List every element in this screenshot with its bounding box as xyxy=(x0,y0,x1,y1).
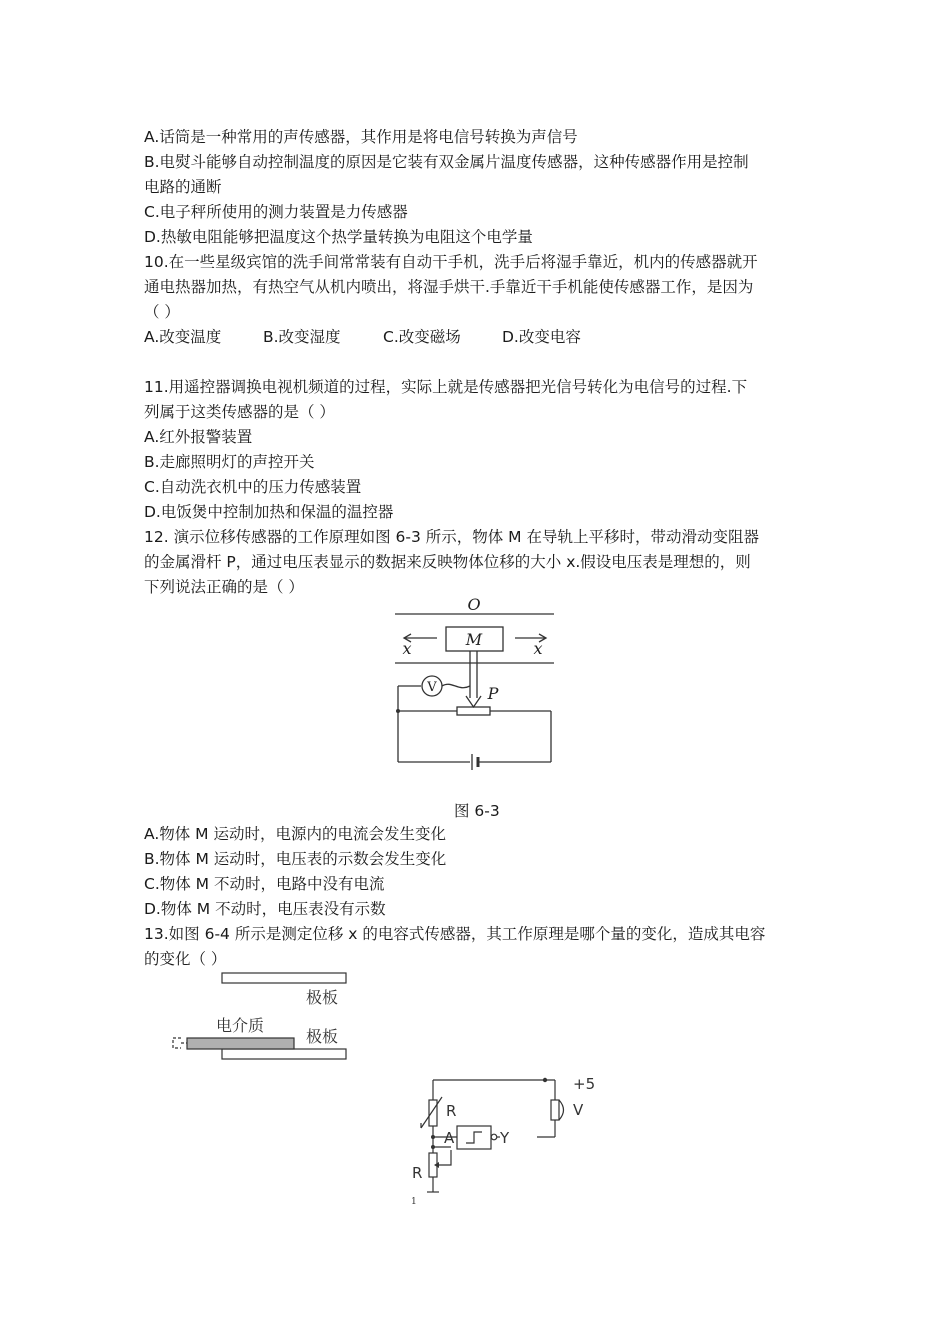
junction-dot xyxy=(396,709,400,713)
q11-stem-line2: 列属于这类传感器的是（ ） xyxy=(144,403,335,421)
label-x-left: x xyxy=(402,639,412,658)
terminal-plus5 xyxy=(543,1078,547,1082)
q12-option-d: D.物体 M 不动时，电压表没有示数 xyxy=(144,900,386,918)
label-r1-subscript: 1 xyxy=(411,1197,417,1207)
plate-bottom xyxy=(222,1049,346,1059)
thermistor-slash xyxy=(421,1097,442,1128)
junction-wiper xyxy=(431,1145,435,1149)
q9-option-c: C.电子秤所使用的测力装置是力传感器 xyxy=(144,203,408,221)
dielectric xyxy=(187,1038,294,1049)
q12-stem-line3: 下列说法正确的是（ ） xyxy=(144,578,304,596)
label-p: P xyxy=(487,684,499,703)
q12-option-c: C.物体 M 不动时，电路中没有电流 xyxy=(144,875,385,893)
junction-a xyxy=(431,1135,435,1139)
hysteresis-symbol xyxy=(466,1132,482,1143)
label-plus5: +5 xyxy=(573,1075,596,1093)
figure-6-3-caption: 图 6-3 xyxy=(454,802,500,820)
label-r1: R xyxy=(412,1164,423,1182)
label-dielectric: 电介质 xyxy=(216,1016,265,1035)
plate-top xyxy=(222,973,346,983)
label-a: A xyxy=(444,1129,455,1147)
q10-stem-line1: 10.在一些星级宾馆的洗手间常常装有自动干手机，洗手后将湿手靠近，机内的传感器就开 xyxy=(144,253,758,271)
label-plate-bottom: 极板 xyxy=(306,1027,339,1046)
thermistor xyxy=(429,1100,437,1126)
q11-option-d: D.电饭煲中控制加热和保温的温控器 xyxy=(144,503,394,521)
q12-option-b: B.物体 M 运动时，电压表的示数会发生变化 xyxy=(144,850,447,868)
dielectric-dashed-end xyxy=(173,1038,181,1048)
label-m: M xyxy=(465,630,483,649)
rheostat xyxy=(457,707,490,715)
wiper-arrow xyxy=(434,1162,439,1168)
q13-stem-line2: 的变化（ ） xyxy=(144,950,227,968)
gate-inverter-bubble xyxy=(491,1134,497,1140)
q11-option-a: A.红外报警装置 xyxy=(144,428,253,446)
label-r: R xyxy=(446,1102,457,1120)
q11-option-c: C.自动洗衣机中的压力传感装置 xyxy=(144,478,362,496)
q10-options xyxy=(144,327,581,347)
buzzer-body xyxy=(551,1100,559,1120)
wire-voltmeter-to-slider xyxy=(442,684,470,687)
arrow-left-head xyxy=(404,634,411,642)
q11-stem-line1: 11.用遥控器调换电视机频道的过程，实际上就是传感器把光信号转化为电信号的过程.下 xyxy=(144,378,748,396)
q13-stem-line1: 13.如图 6-4 所示是测定位移 x 的电容式传感器，其工作原理是哪个量的变化，造成其电容 xyxy=(144,925,766,943)
q12-stem-line1: 12. 演示位移传感器的工作原理如图 6-3 所示，物体 M 在导轨上平移时，带动滑动变阻器 xyxy=(144,528,759,546)
q9-option-b-line2: 电路的通断 xyxy=(144,178,222,196)
q11-option-b: B.走廊照明灯的声控开关 xyxy=(144,453,315,471)
label-v: V xyxy=(573,1101,584,1119)
q9-option-b-line1: B.电熨斗能够自动控制温度的原因是它装有双金属片温度传感器，这种传感器作用是控制 xyxy=(144,153,749,171)
q10-option-b: B.改变湿度 xyxy=(263,328,341,346)
label-plate-top: 极板 xyxy=(306,988,339,1007)
buzzer-horn xyxy=(559,1100,564,1120)
slider-tip xyxy=(466,696,481,707)
potentiometer-r1 xyxy=(429,1153,437,1177)
label-x-right: x xyxy=(533,639,543,658)
schmitt-gate xyxy=(457,1126,491,1149)
q10-option-a: A.改变温度 xyxy=(144,328,222,346)
label-o: O xyxy=(467,595,481,614)
q10-option-c: C.改变磁场 xyxy=(383,328,461,346)
arrow-right-head xyxy=(539,634,546,642)
q10-option-d: D.改变电容 xyxy=(502,328,581,346)
label-voltmeter-v: V xyxy=(427,680,437,695)
voltmeter xyxy=(422,676,442,696)
block-m xyxy=(446,627,503,651)
potentiometer-wiper xyxy=(439,1150,451,1165)
q12-option-a: A.物体 M 运动时，电源内的电流会发生变化 xyxy=(144,825,446,843)
q9-option-a: A.话筒是一种常用的声传感器，其作用是将电信号转换为声信号 xyxy=(144,128,578,146)
q10-stem-line2: 通电热器加热，有热空气从机内喷出，将湿手烘干.手靠近干手机能使传感器工作，是因为 xyxy=(144,278,754,296)
q9-option-d: D.热敏电阻能够把温度这个热学量转换为电阻这个电学量 xyxy=(144,228,533,246)
q10-stem-line3: （ ） xyxy=(144,303,180,321)
q12-stem-line2: 的金属滑杆 P，通过电压表显示的数据来反映物体位移的大小 x.假设电压表是理想的，则 xyxy=(144,553,751,571)
label-y: Y xyxy=(500,1129,510,1147)
